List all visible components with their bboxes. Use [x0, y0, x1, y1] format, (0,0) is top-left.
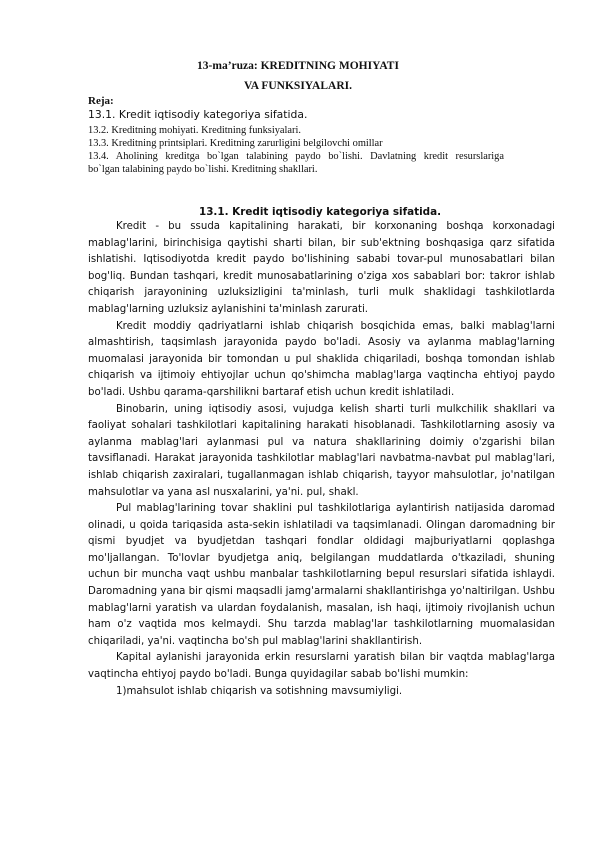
paragraph: Kapital aylanishi jarayonida erkin resurslarni yaratish bilan bir vaqtda mablag'larga vaqtincha ehtiyoj paydo bo'ladi. Bunga quyidagilar sabab bo'lishi mumkin: [88, 652, 555, 681]
paragraph: Kredit moddiy qadriyatlarni ishlab chiqarish bosqichida emas, balki mablag'larni almashtirish, taqsimlash jarayonida paydo bo'ladi. Asosiy va aylanma mablag'larning muomalasi jarayonida bir tomondan u pul shaklida chiqariladi, boshqa tomondan ishlab chiqarish va ijtimoiy ehtiyojlar uchun qo'shimcha mablag'larga vaqtincha ehtiyoj paydo bo'ladi. Ushbu qarama-qarshilikni bartaraf etish uchun kredit ishlatiladi. [88, 320, 555, 398]
paragraph: Kredit - bu ssuda kapitalining harakati, bir korxonaning boshqa korxonadagi mablag'larini, birinchisiga qaytishi sharti bilan, bir sub'ektning boshqasiga qarz sifatida ishlatishi. Iqtisodiyotda kredit paydo bo'lishining sababi tovar-pul munosabatlari bilan bog'liq. Bundan tashqari, kredit munosabatlarining o'ziga xos sabablari bor: takror ishlab chiqarish jarayonining uzluksizligini ta'minlash, turli mulk shaklidagi tashkilotlarda mablag'larning uzluksiz aylanishini ta'minlash zarurati. [88, 221, 555, 315]
section-title: 13.1. Kredit iqtisodiy kategoriya sifatida. [198, 206, 442, 218]
plan-item-4-continuation: bo`lgan talabining paydo bo`lishi. Kreditning shakllari. [88, 164, 318, 175]
plan-item-4: 13.4. Aholining kreditga bo`lgan talabining paydo bo`lishi. Davlatning kredit resurslariga [88, 151, 504, 162]
plan-item-3: 13.3. Kreditning printsiplari. Kreditning zarurligini belgilovchi omillar [88, 138, 383, 149]
lecture-title-line-1: 13-ma’ruza: KREDITNING MOHIYATI [197, 60, 399, 72]
lecture-title-line-2: VA FUNKSIYALARI. [243, 80, 352, 92]
list-item: 1)mahsulot ishlab chiqarish va sotishning mavsumiyligi. [116, 685, 403, 697]
paragraph: Binobarin, uning iqtisodiy asosi, vujudga kelish sharti turli mulkchilik shakllari va faoliyat sohalari tashkilotlari kapitalining harakati hisoblanadi. Tashkilotlarning asosiy va aylanma mablag'lari aylanmasi pul va natura shakllarining doimiy o'zgarishi bilan tavsiflanadi. Harakat jarayonida tashkilotlar mablag'lari navbatma-navbat pul mablag'lari, ishlab chiqarish zaxiralari, tugallanmagan ishlab chiqarish, tayyor mahsulotlar, jo'natilgan mahsulotlar va yana asl nusxalarini, ya'ni. pul, shakl. [88, 403, 555, 498]
plan-label: Reja: [88, 95, 114, 107]
plan-item-1: 13.1. Kredit iqtisodiy kategoriya sifatida. [88, 108, 308, 121]
paragraph: Pul mablag'larining tovar shaklini pul tashkilotlariga aylantirish natijasida daromad olinadi, u qoida tariqasida asta-sekin ishlatiladi va taqsimlanadi. Olingan daromadning bir qismi byudjet va byudjetdan tashqari fondlar oldidagi majburiyatlarni qoplashga mo'ljallangan. To'lovlar byudjetga aniq, belgilangan muddatlarda o'tkaziladi, shuning uchun bir muncha vaqt ushbu manbalar tashkilotlarning bepul resurslari sifatida ishlaydi. Daromadning yana bir qismi maqsadli jamg'armalarni shakllantirishga yo'naltirilgan. Ushbu mablag'larni yaratish va ulardan foydalanish, masalan, ish haqi, ijtimoiy rivojlanish uchun ham o'z vaqtida mos kelmaydi. Shu tarzda mablag'lar tashkilotlarning muomalasidan chiqariladi, ya'ni. vaqtincha bo'sh pul mablag'larini shakllantirish. [88, 503, 555, 647]
plan-item-2: 13.2. Kreditning mohiyati. Kreditning funksiyalari. [88, 125, 301, 136]
section-body [88, 219, 555, 700]
